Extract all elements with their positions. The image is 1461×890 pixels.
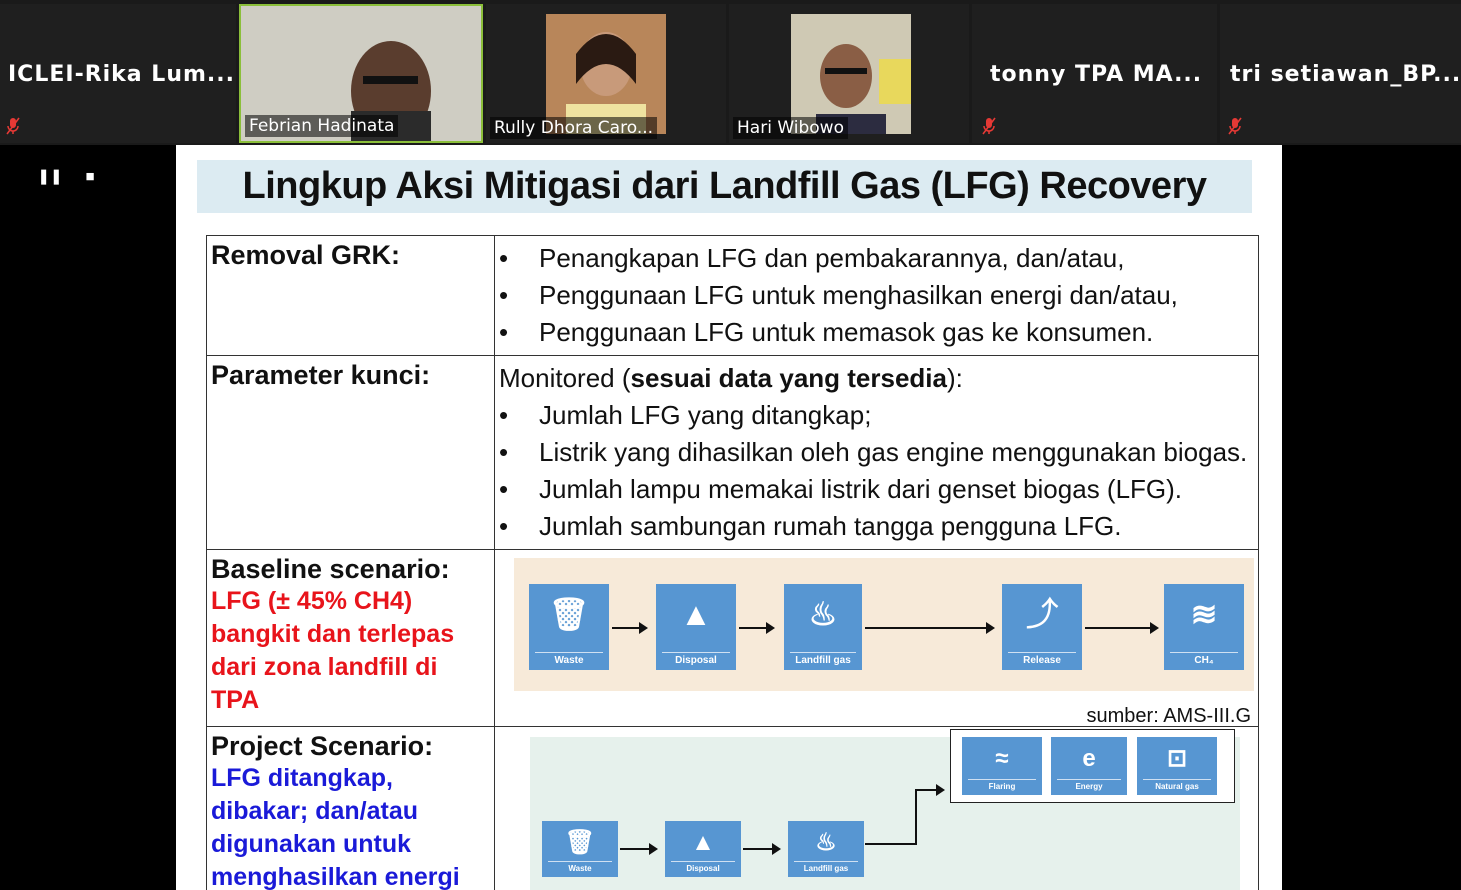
baseline-diagram-bg [514,558,1254,691]
participant-name: Rully Dhora Caro... [490,117,657,139]
param-intro: Monitored (sesuai data yang tersedia): [499,363,963,393]
flaring-option: ≈ Flaring [962,737,1042,795]
participant-name: Hari Wibowo [733,117,848,139]
project-diagram-cell [495,727,1259,890]
muted-mic-icon [982,117,996,135]
arrow-icon [612,627,646,629]
landfill-icon: ▲ [691,829,715,856]
param-heading: Parameter kunci: [207,356,495,550]
baseline-diagram-cell [495,550,1259,727]
disposal-step: ▲ Disposal [665,821,741,877]
project-description: LFG ditangkap, dibakar; dan/atau digunakan untuk menghasilkan energi [211,764,460,890]
stop-share-button[interactable]: ■ [75,160,105,192]
disposal-step: ▲ Disposal [656,584,736,670]
muted-mic-icon [1228,117,1242,135]
landfill-gas-step: ♨ Landfill gas [784,584,862,670]
waste-step: 🗑 Waste [542,821,618,877]
video-feed [791,14,911,134]
video-feed [546,14,666,134]
baseline-flow [499,554,1251,727]
participant-name: ICLEI-Rika Lum... [8,62,235,87]
participant-tile[interactable] [486,4,726,143]
trash-icon: 🗑 [548,596,590,632]
energy-icon: e [1082,745,1096,772]
participant-name: tri setiawan_BP... [1230,62,1461,87]
baseline-description: LFG (± 45% CH4) bangkit dan terlepas dari zona landfill di TPA [211,587,455,714]
participant-tile[interactable] [972,4,1217,143]
landfill-icon: ▲ [680,596,712,632]
arrow-icon [743,848,779,850]
connector-line [865,843,915,845]
list-item: • Penggunaan LFG untuk memasok gas ke konsumen. [499,317,1154,347]
gas-waves-icon: ≋ [1190,596,1218,632]
participant-tile[interactable] [729,4,969,143]
natural-gas-option: ⊡ Natural gas [1137,737,1217,795]
arrow-icon [865,627,993,629]
landfill-gas-step: ♨ Landfill gas [788,821,864,877]
project-cell [207,727,495,890]
baseline-heading: Baseline scenario: [211,554,450,584]
removal-heading: Removal GRK: [207,236,495,356]
list-item: • Jumlah lampu memakai listrik dari genset biogas (LFG). [499,474,1183,504]
participant-tile[interactable] [1220,4,1461,143]
release-arrow-icon: ⤴ [1025,596,1058,632]
list-item: • Jumlah sambungan rumah tangga pengguna LFG. [499,511,1122,541]
release-step: ⤴ Release [1002,584,1082,670]
pause-share-button[interactable]: ❚❚ [35,160,65,192]
list-item: • Penangkapan LFG dan pembakarannya, dan/atau, [499,243,1125,273]
energy-option: e Energy [1051,737,1127,795]
participant-tile[interactable] [0,4,236,143]
participant-name: Febrian Hadinata [245,115,398,137]
list-item: • Jumlah LFG yang ditangkap; [499,400,872,430]
pipeline-icon: ⊡ [1166,745,1188,772]
flame-icon: ♨ [808,596,838,632]
ch4-step: ≋ CH₄ [1164,584,1244,670]
trash-icon: 🗑 [564,829,596,856]
project-flow [499,731,1239,890]
shared-slide [176,145,1282,890]
slide-title: Lingkup Aksi Mitigasi dari Landfill Gas (LFG) Recovery [197,160,1252,213]
waste-step: 🗑 Waste [529,584,609,670]
project-heading: Project Scenario: [211,731,434,761]
slide-table [206,235,1259,890]
arrow-icon [1085,627,1157,629]
participant-tile[interactable] [239,4,483,143]
list-item: • Listrik yang dihasilkan oleh gas engine menggunakan biogas. [499,437,1248,467]
arrow-icon [915,789,943,791]
removal-list [495,236,1259,356]
arrow-icon [739,627,773,629]
participant-name: tonny TPA MA... [990,62,1203,87]
connector-line [915,789,917,845]
flame-icon: ♨ [815,829,837,856]
list-item: • Penggunaan LFG untuk menghasilkan energi dan/atau, [499,280,1178,310]
arrow-icon [620,848,656,850]
param-list [495,356,1259,550]
source-note: sumber: AMS-III.G [1086,705,1251,727]
baseline-cell [207,550,495,727]
flaring-icon: ≈ [995,745,1009,772]
participant-strip [0,0,1461,145]
muted-mic-icon [6,117,20,135]
